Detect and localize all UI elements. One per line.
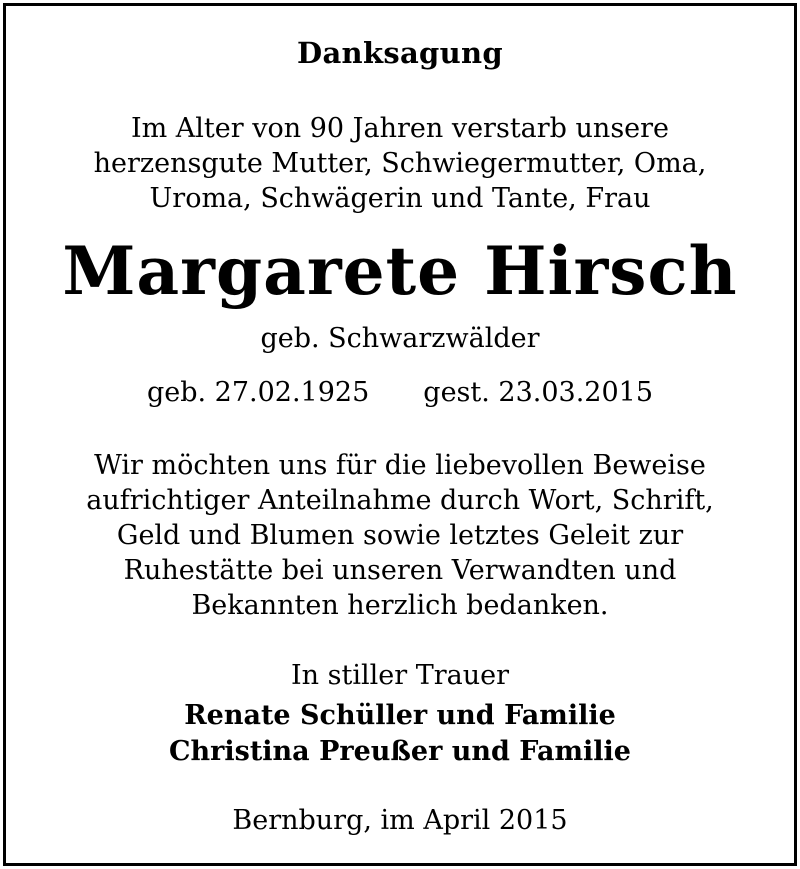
family-line: Christina Preußer und Familie — [169, 736, 631, 767]
thanks-line: aufrichtiger Anteilnahme durch Wort, Schrift, — [86, 485, 714, 516]
family-signatures — [0, 698, 800, 770]
intro-line: herzensgute Mutter, Schwiegermutter, Oma, — [93, 148, 707, 179]
thanks-line: Wir möchten uns für die liebevollen Beweise — [94, 450, 706, 481]
intro-line: Im Alter von 90 Jahren verstarb unsere — [130, 113, 670, 144]
notice-title: Danksagung — [297, 36, 503, 70]
intro-text — [0, 111, 800, 216]
death-date: gest. 23.03.2015 — [423, 377, 654, 408]
family-line: Renate Schüller und Familie — [184, 700, 616, 731]
life-dates — [0, 377, 800, 408]
thanks-line: Geld und Blumen sowie letztes Geleit zur — [116, 520, 684, 551]
birth-date: geb. 27.02.1925 — [146, 377, 370, 408]
maiden-name: geb. Schwarzwälder — [260, 323, 540, 354]
mourning-text: In stiller Trauer — [290, 660, 509, 691]
intro-line: Uroma, Schwägerin und Tante, Frau — [149, 183, 651, 214]
place-date: Bernburg, im April 2015 — [232, 805, 568, 836]
deceased-name: Margarete Hirsch — [62, 232, 738, 310]
thanks-line: Ruhestätte bei unseren Verwandten und — [123, 555, 677, 586]
thanks-text — [0, 448, 800, 623]
thanks-line: Bekannten herzlich bedanken. — [191, 590, 609, 621]
